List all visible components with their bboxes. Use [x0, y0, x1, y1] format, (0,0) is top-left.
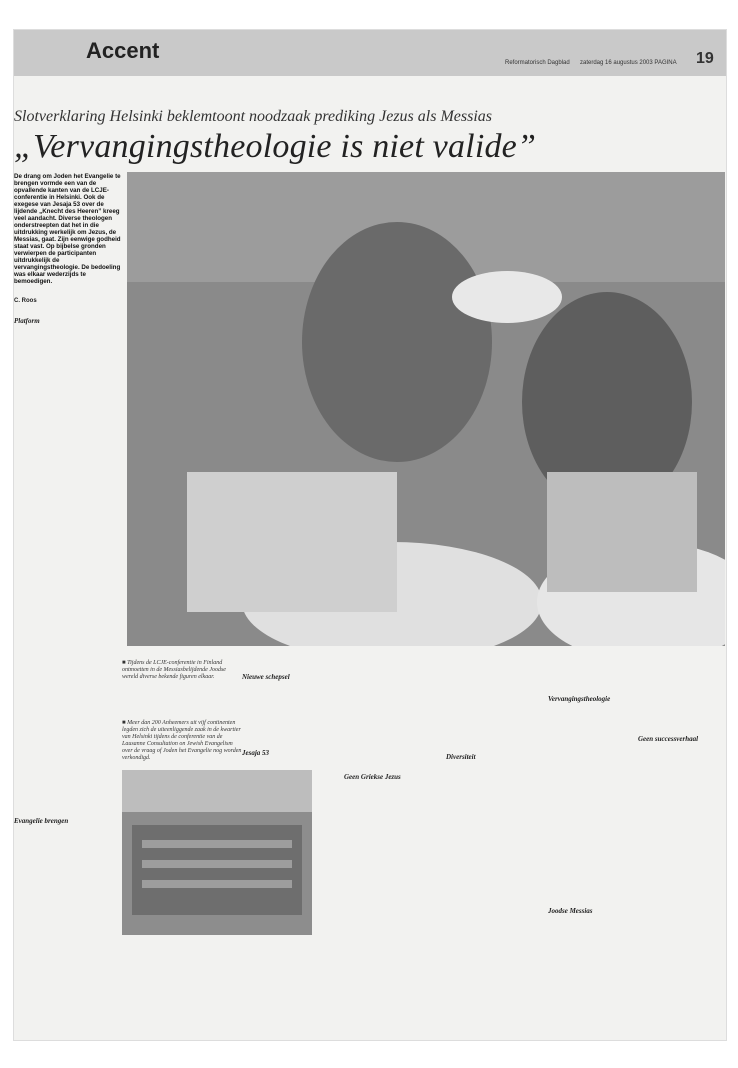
page-number: 19: [696, 50, 714, 67]
second-photo-caption: ■ Meer dan 200 Anheemers uit vijf continenten legden zich de uiteenliggende zaak in de kwartier van Helsinki tijdens de conferentie van de Lausanne Consultation on Jewish Evangelism over de vraag of Joden het Evangelie nog worden verkondigd.: [122, 720, 242, 761]
newspaper-page: [14, 30, 726, 1040]
masthead: Reformatorisch Dagblad: [505, 60, 570, 66]
column-2: [242, 670, 342, 683]
second-photo: [122, 770, 312, 935]
column-7: [548, 692, 648, 705]
subhead: Joodse Messias: [548, 907, 593, 915]
subhead: Diversiteit: [446, 753, 476, 761]
subhead: Vervangingstheologie: [548, 695, 611, 703]
column-3: [14, 814, 114, 827]
column-1: [14, 314, 114, 327]
subhead: Jesaja 53: [242, 749, 270, 757]
byline: C. Roos: [14, 298, 37, 304]
subhead: Platform: [14, 317, 40, 325]
subhead: Geen successverhaal: [638, 735, 699, 743]
dateline: [580, 60, 677, 66]
article-lead: De drang om Joden het Evangelie te brengen vormde een van de opvallende kanten van de LCJE-conferentie in Helsinki. Ook de exegese van Jesaja 53 over de lijdende „Knecht des Heeren” kreeg veel aandacht. Diverse theologen onderstreepten dat het in die uitdrukking werkelijk om Jezus, de Messias, gaat. Zijn eenwige godheid staat vast. Op bijbelse gronden verwierpen de participanten uitdrukkelijk de vervangingstheologie. De bedoeling was elkaar wederzijds te bemoedigen.: [14, 173, 121, 285]
main-photo: [127, 172, 725, 646]
article-kicker: Slotverklaring Helsinki beklemtoont noodzaak prediking Jezus als Messias: [14, 108, 492, 125]
column-6: [446, 750, 546, 763]
subhead: Nieuwe schepsel: [242, 673, 290, 681]
subhead: Geen Griekse Jezus: [344, 773, 401, 781]
article-headline: „Vervangingstheologie is niet valide”: [14, 128, 537, 165]
section-title: Accent: [86, 38, 160, 63]
date-text: zaterdag 16 augustus 2003: [580, 60, 653, 66]
column-8: [548, 904, 648, 917]
column-4: [242, 746, 342, 759]
column-5: [344, 770, 444, 783]
page-header: [14, 30, 726, 76]
column-9: [638, 732, 722, 745]
page-label: PAGINA: [654, 60, 677, 66]
photo-caption: ■ Tijdens de LCJE-conferentie in Finland ontmoetten in de Messiasbelijdende Joodse wereld diverse bekende figuren elkaar.: [122, 660, 226, 680]
subhead: Evangelie brengen: [14, 817, 69, 825]
